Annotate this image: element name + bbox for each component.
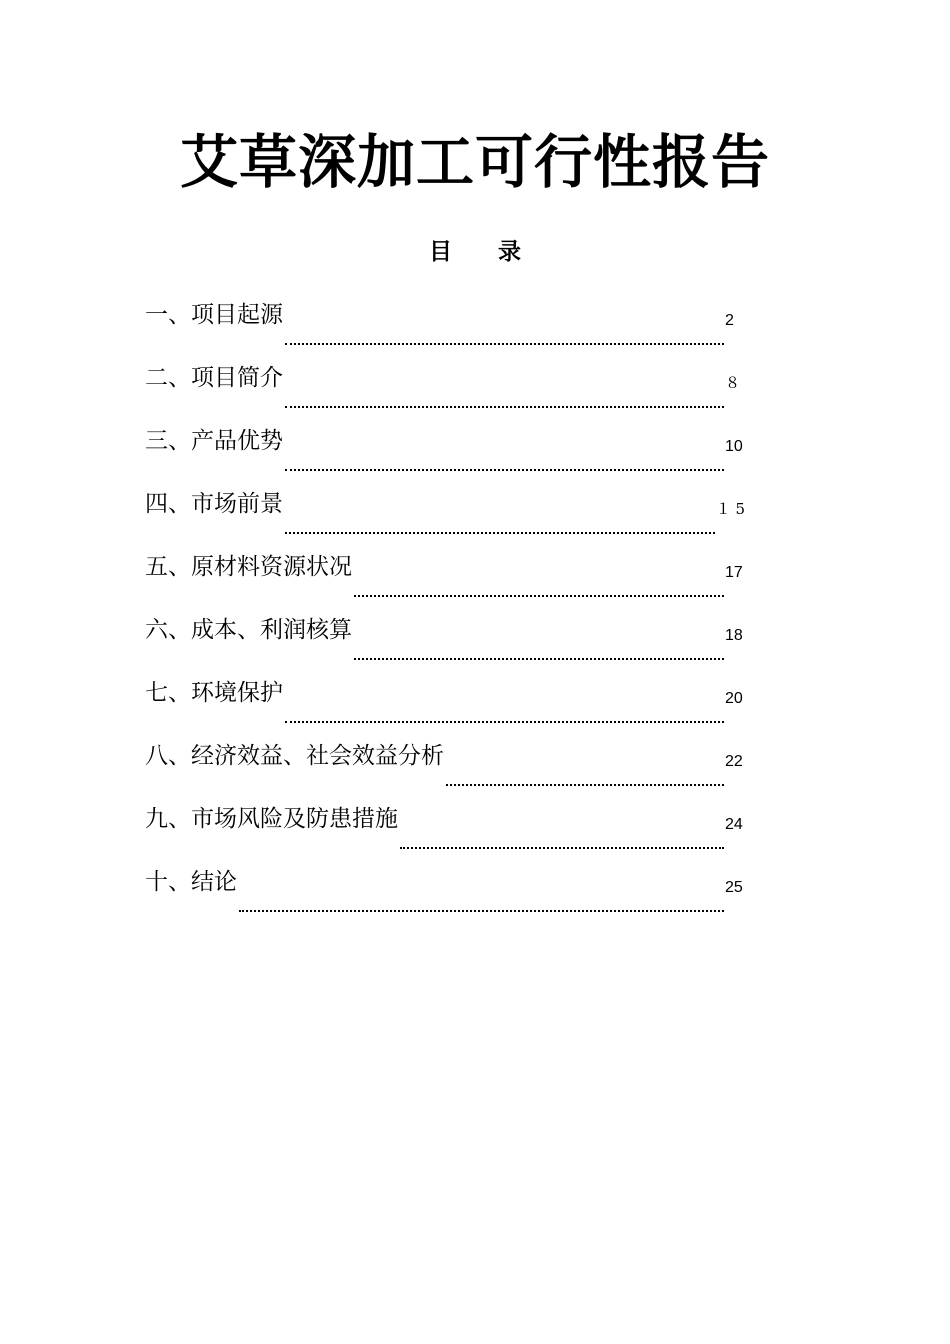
toc-entry-page: 18 <box>725 627 743 644</box>
toc-dot-leader <box>285 532 715 534</box>
toc-dot-leader <box>285 406 724 408</box>
toc-dot-leader <box>354 658 724 660</box>
toc-entry-2[interactable] <box>145 361 745 424</box>
toc-entry-label: 四、市场前景 <box>145 491 283 517</box>
toc-entry-label: 一、项目起源 <box>145 302 283 328</box>
toc-entry-label: 九、市场风险及防患措施 <box>145 806 398 832</box>
toc-entry-page: 22 <box>725 753 743 770</box>
toc-entry-label: 二、项目简介 <box>145 365 283 391</box>
toc-dot-leader <box>285 721 724 723</box>
table-of-contents <box>145 298 745 928</box>
document-title: 艾草深加工可行性报告 <box>179 128 770 196</box>
toc-entry-label: 三、产品优势 <box>145 428 283 454</box>
toc-entry-page: 25 <box>725 879 743 896</box>
toc-entry-page: １ 5 <box>715 500 745 518</box>
toc-dot-leader <box>285 469 724 471</box>
toc-dot-leader <box>446 784 724 786</box>
toc-entry-5[interactable] <box>145 550 745 613</box>
toc-entry-1[interactable] <box>145 298 745 361</box>
toc-entry-label: 七、环境保护 <box>145 680 283 706</box>
toc-entry-label: 六、成本、利润核算 <box>145 617 352 643</box>
toc-dot-leader <box>354 595 724 597</box>
toc-entry-3[interactable] <box>145 424 745 487</box>
toc-heading-right: 录 <box>498 239 521 265</box>
toc-entry-page: 2 <box>725 312 734 329</box>
toc-entry-10[interactable] <box>145 865 745 928</box>
toc-entry-page: 20 <box>725 690 743 707</box>
toc-entry-6[interactable] <box>145 613 745 676</box>
toc-dot-leader <box>285 343 724 345</box>
toc-entry-page: ８ <box>725 374 741 392</box>
toc-entry-label: 十、结论 <box>145 869 237 895</box>
toc-heading <box>0 236 950 268</box>
toc-dot-leader <box>400 847 724 849</box>
toc-entry-4[interactable] <box>145 487 745 550</box>
toc-entry-page: 10 <box>725 438 743 455</box>
toc-entry-label: 八、经济效益、社会效益分析 <box>145 743 444 769</box>
toc-dot-leader <box>239 910 724 912</box>
toc-entry-label: 五、原材料资源状况 <box>145 554 352 580</box>
toc-entry-8[interactable] <box>145 739 745 802</box>
toc-entry-page: 17 <box>725 564 743 581</box>
toc-entry-9[interactable] <box>145 802 745 865</box>
toc-entry-page: 24 <box>725 816 743 833</box>
toc-entry-7[interactable] <box>145 676 745 739</box>
toc-heading-left: 目 <box>429 239 452 265</box>
